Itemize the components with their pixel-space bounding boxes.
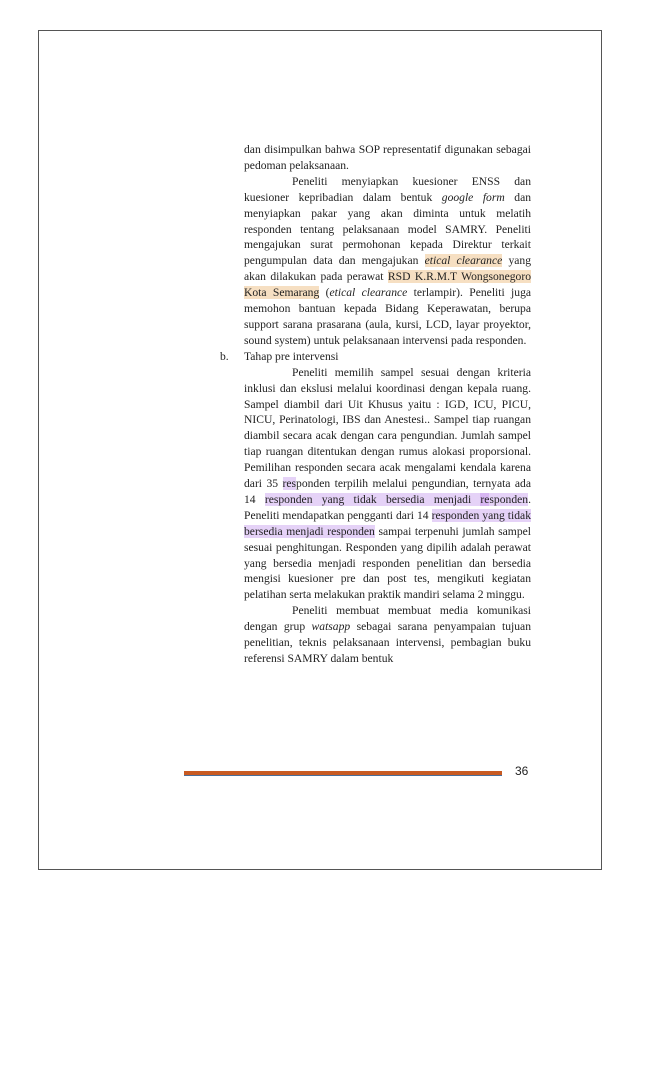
section-b-heading xyxy=(220,349,531,365)
highlight-res: res xyxy=(282,477,297,491)
paragraph-preparation: Peneliti menyiapkan kuesioner ENSS dan kuesioner kepribadian dalam bentuk google form dan menyiapkan pakar yang akan diminta untuk melatih responden tentang pelaksanaan model SAMRY. Peneliti mengajukan surat permohonan kepada Direktur terkait pengumpulan data dan mengajukan etical clearance yang akan dilakukan pada perawat RSD K.R.M.T Wongsonegoro Kota Semarang (etical clearance terlampir). Peneliti juga memohon bantuan kepada Bidang Keperawatan, berupa support sarana prasarana (aula, kursi, LCD, layar proyektor, sound system) untuk pelaksanaan intervensi pada responden. xyxy=(244,174,532,347)
highlight-re: re xyxy=(480,492,490,506)
paragraph-sop: dan disimpulkan bahwa SOP representatif digunakan sebagai pedoman pelaksanaan. xyxy=(244,143,531,172)
paragraph-communication: Peneliti membuat membuat media komunikasi dengan grup watsapp sebagai sarana penyampaian tujuan penelitian, teknis pelaksanaan intervensi, pembagian buku referensi SAMRY dalam bentuk xyxy=(244,604,531,665)
section-title: Tahap pre intervensi xyxy=(244,349,339,363)
highlight-ethical-clearance: etical clearance xyxy=(424,254,503,268)
highlight-sponden: sponden xyxy=(489,492,529,506)
page-number: 36 xyxy=(515,764,529,778)
paragraph-sampling: Peneliti memilih sampel sesuai dengan kriteria inklusi dan ekslusi melalui koordinasi dengan kepala ruang. Sampel diambil dari Uit Khusus yaitu : IGD, ICU, PICU, NICU, Perinatologi, IBS dan Anestesi.. Sampel tiap ruangan diambil secara acak dengan cara pengundian. Jumlah sampel tiap ruangan ditentukan dengan rumus alokasi proporsional. Pemilihan responden secara acak mengalami kendala karena dari 35 responden terpilih melalui pengundian, ternyata ada 14 responden yang tidak bersedia menjadi responden. Peneliti mendapatkan pengganti dari 14 responden yang tidak bersedia menjadi responden sampai terpenuhi jumlah sampel sesuai penghitungan. Responden yang dipilih adalah perawat yang bersedia menjadi responden penelitian dan bersedia mengisi kuesioner pre dan post tes, mengikuti kegiatan pelatihan serta melakukan praktik mandiri selama 2 minggu. xyxy=(244,365,531,602)
highlight-responden-1: responden yang tidak bersedia menjadi xyxy=(264,492,481,506)
highlight-hospital-name: RSD K.R.M.T Wongsonegoro Kota Semarang xyxy=(244,270,531,300)
document-page xyxy=(38,30,602,870)
list-marker: b. xyxy=(220,349,229,363)
highlight-responden-2: responden yang tidak bersedia menjadi responden xyxy=(244,508,531,538)
footer-divider xyxy=(184,771,502,776)
page-body xyxy=(220,142,532,667)
